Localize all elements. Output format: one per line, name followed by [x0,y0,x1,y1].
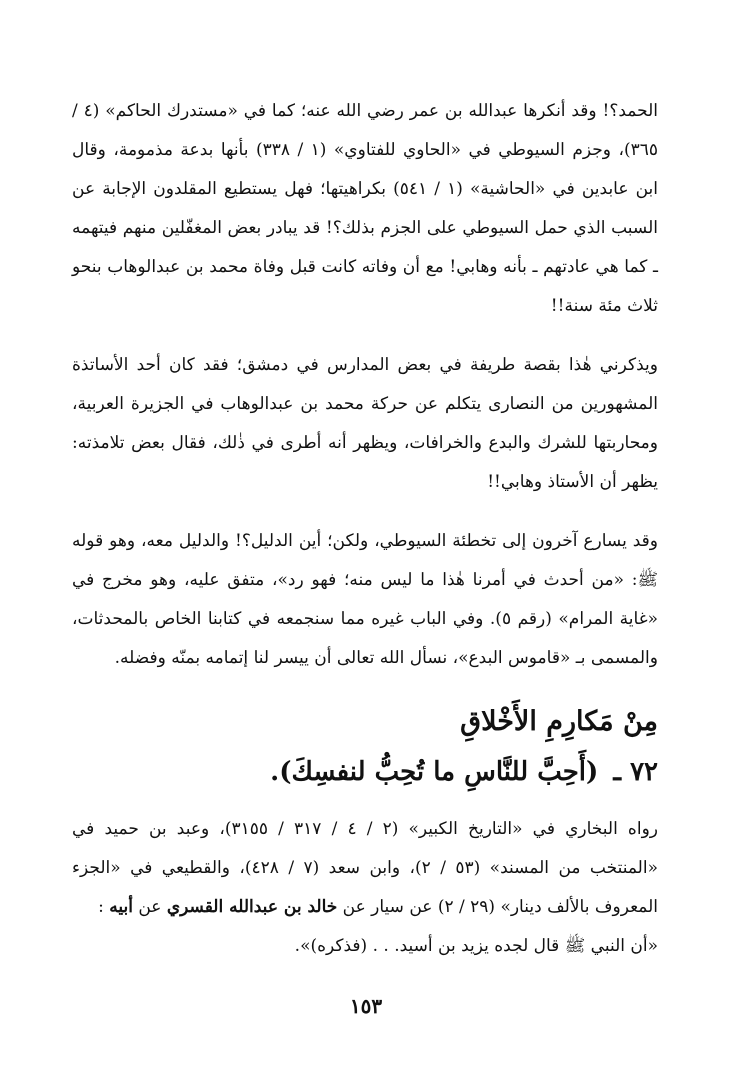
narration-part-1: رواه البخاري في «التاريخ الكبير» (٢ / ٤ / ٣١٧ / ٣١٥٥)، وعبد بن حميد في «المنتخب من المسند» (٥٣ / ٢)، وابن سعد (٧ / ٤٢٨)، والقطيعي في «الجزء المعروف بالألف دينار» (٢٩ / ٢) عن سيار عن [72,819,658,917]
narration-text [72,810,658,927]
narration-paragraph [72,810,658,966]
hadith-number: ٧٢ ـ [613,757,658,787]
section-heading: مِنْ مَكارِمِ الأَخْلاقِ [460,706,658,737]
hadith-text: (أَحِبَّ للنَّاسِ ما تُحِبُّ لنفسِكَ). [270,757,599,787]
paragraph-2 [72,346,658,502]
paragraph-1-text: الحمد؟! وقد أنكرها عبدالله بن عمر رضي الله عنه؛ كما في «مستدرك الحاكم» (٤ / ٣٦٥)، وجزم السيوطي في «الحاوي للفتاوي» (١ / ٣٣٨) بأنها بدعة مذمومة، وقال ابن عابدين في «الحاشية» (١ / ٥٤١) بكراهيتها؛ فهل يستطيع المقلدون الإجابة عن السبب الذي حمل السيوطي على الجزم بذلك؟! قد يبادر بعض المغفّلين منهم فيتهمه ـ كما هي عادتهم ـ بأنه وهابي! مع أن وفاته كانت قبل وفاة محمد بن عبدالوهاب بنحو ثلاث مئة سنة!! [72,101,658,316]
paragraph-1 [72,92,658,326]
narration-connector: عن [138,897,162,917]
narrator-2-name: أبيه [109,897,133,917]
narration-part-2: : [98,897,104,917]
narrator-name: خالد بن عبدالله القسري [166,897,338,917]
hadith-title [72,748,658,796]
paragraph-3-text: وقد يسارع آخرون إلى تخطئة السيوطي، ولكن؛ أين الدليل؟! والدليل معه، وهو قوله ﷺ: «من أحدث في أمرنا هٰذا ما ليس منه؛ فهو رد»، متفق عليه، وهو مخرج في «غاية المرام» (رقم ٥). وفي الباب غيره مما سنجمعه في كتابنا الخاص بالمحدثات، والمسمى بـ «قاموس البدع»، نسأل الله تعالى أن ييسر لنا إتمامه بمنّه وفضله. [72,531,658,668]
paragraph-2-text: ويذكرني هٰذا بقصة طريفة في بعض المدارس في دمشق؛ فقد كان أحد الأساتذة المشهورين من النصارى يتكلم عن حركة محمد بن عبدالوهاب في الجزيرة العربية، ومحاربتها للشرك والبدع والخرافات، ويظهر أنه أطرى في ذٰلك، فقال بعض تلامذته: يظهر أن الأستاذ وهابي!! [72,355,658,492]
paragraph-3 [72,522,658,678]
page-number: ١٥٣ [349,994,383,1018]
hadith-quote: «أن النبي ﷺ قال لجده يزيد بن أسيد. . . (فذكره)». [294,936,658,956]
